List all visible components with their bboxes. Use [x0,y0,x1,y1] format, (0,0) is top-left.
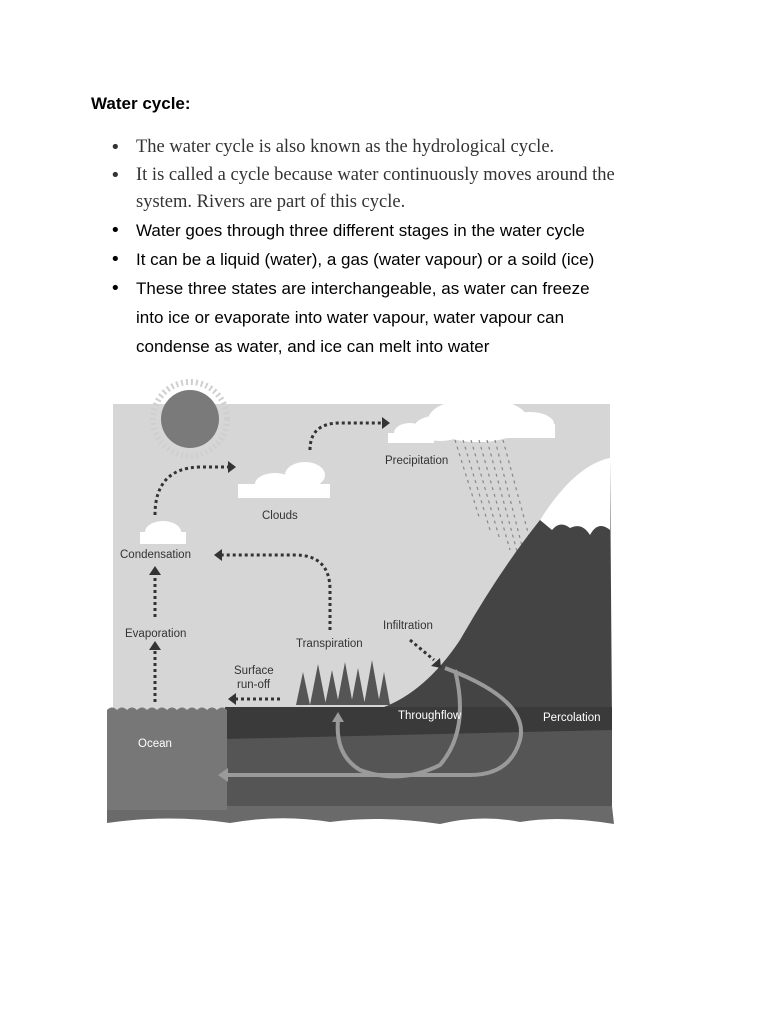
label-precipitation: Precipitation [385,455,449,467]
label-evaporation: Evaporation [125,628,187,640]
label-condensation: Condensation [120,549,191,561]
label-transpiration: Transpiration [296,638,363,650]
label-throughflow: Throughflow [398,710,462,722]
label-surface-runoff: Surface [234,665,274,677]
label-percolation: Percolation [543,712,601,724]
label-surface-runoff: run-off [237,679,271,691]
bullet-item: • These three states are interchangeable, as water can freeze into ice or evaporate into water vapour, water vapour can condense as water, and ice can melt into water [0,274,700,361]
bullet-item: • Water goes through three different stages in the water cycle [0,216,700,245]
ocean [107,708,227,811]
label-ocean: Ocean [138,738,172,750]
page-title: Water cycle: [91,94,191,113]
subsoil-layer [225,730,612,806]
bullet-item: • It can be a liquid (water), a gas (water vapour) or a soild (ice) [0,245,700,274]
bullet-item: • The water cycle is also known as the hydrological cycle. [0,134,700,161]
bullet-item: • It is called a cycle because water continuously moves around the system. Rivers are part of this cycle. [0,162,700,216]
label-clouds: Clouds [262,510,298,522]
label-infiltration: Infiltration [383,620,433,632]
